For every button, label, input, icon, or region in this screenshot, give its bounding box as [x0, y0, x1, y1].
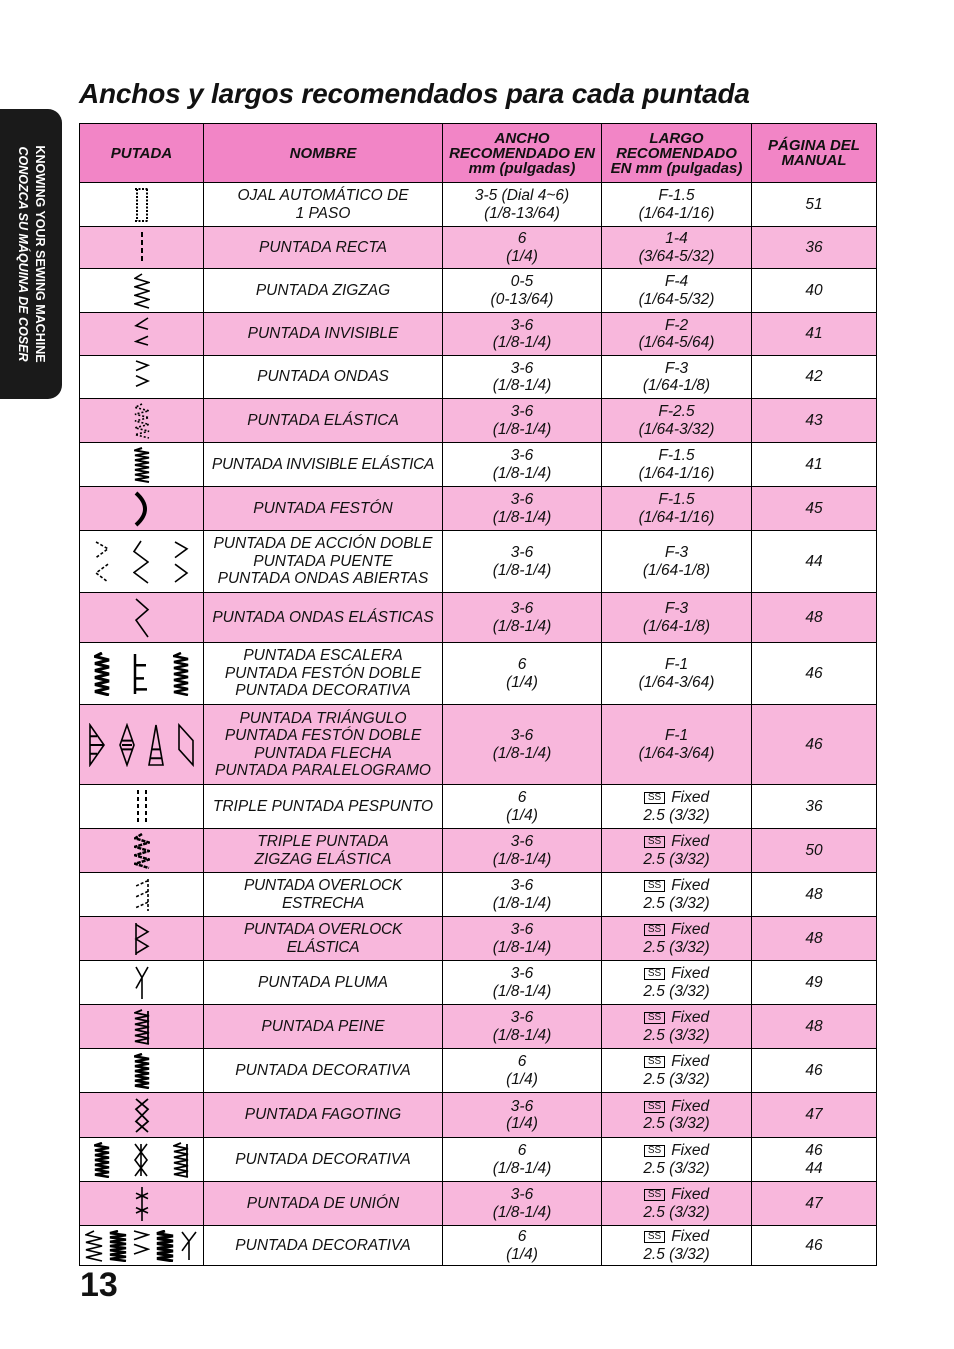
length-value: F-2 (1/64-5/64) — [638, 316, 715, 351]
table-row — [80, 1138, 877, 1182]
stitch-pattern-cell — [80, 399, 204, 443]
length-value: Fixed 2.5 (3/32) — [643, 1097, 710, 1132]
straight-stitch-icon — [134, 231, 150, 265]
stitch-name: PUNTADA DE UNIÓN — [204, 1182, 443, 1226]
recommended-width: 6 (1/4) — [443, 1226, 602, 1266]
stitch-pattern-cell — [80, 313, 204, 356]
length-value: F-3 (1/64-1/8) — [642, 544, 711, 579]
bridge-stitch-icon — [133, 540, 149, 584]
stitch-name: PUNTADA DE ACCIÓN DOBLE PUNTADA PUENTE PUNTADA ONDAS ABIERTAS — [204, 531, 443, 593]
table-row — [80, 1182, 877, 1226]
ss-badge: SS — [644, 1145, 665, 1157]
recommended-length — [602, 313, 752, 356]
manual-page: 41 — [752, 313, 877, 356]
header-length: LARGO RECOMENDADO EN mm (pulgadas) — [602, 124, 752, 183]
header-name: NOMBRE — [204, 124, 443, 183]
stitch-name: PUNTADA DECORATIVA — [204, 1226, 443, 1266]
manual-page: 50 — [752, 829, 877, 873]
recommended-length — [602, 399, 752, 443]
recommended-length — [602, 443, 752, 487]
fagoting-stitch-icon — [134, 1097, 150, 1134]
ladder-stitch-icon — [94, 652, 110, 696]
recommended-length — [602, 183, 752, 227]
ss-badge: SS — [644, 1189, 665, 1201]
table-row — [80, 1226, 877, 1266]
length-value: Fixed 2.5 (3/32) — [643, 1009, 710, 1044]
table-row — [80, 643, 877, 705]
stitch-name: PUNTADA ONDAS — [204, 356, 443, 399]
header-page: PÁGINA DEL MANUAL — [752, 124, 877, 183]
arrow-stitch-icon — [147, 723, 165, 767]
table-row — [80, 1005, 877, 1049]
recommended-width: 0-5 (0-13/64) — [443, 269, 602, 313]
recommended-length — [602, 705, 752, 785]
stitch-name: PUNTADA ZIGZAG — [204, 269, 443, 313]
ss-badge: SS — [644, 1231, 665, 1243]
cross-stitch-icon — [133, 1142, 149, 1178]
recommended-length — [602, 1226, 752, 1266]
length-value: F-1 (1/64-3/64) — [638, 727, 715, 762]
table-row — [80, 183, 877, 227]
stitch-pattern-cell — [80, 356, 204, 399]
table-row — [80, 785, 877, 829]
header-stitch: PUTADA — [80, 124, 204, 183]
stitch-pattern-cell — [80, 1049, 204, 1093]
recommended-width: 3-6 (1/8-1/4) — [443, 1005, 602, 1049]
stitch-pattern-cell — [80, 961, 204, 1005]
length-value: Fixed 2.5 (3/32) — [643, 789, 710, 824]
chapter-side-tab — [0, 109, 62, 399]
manual-page: 51 — [752, 183, 877, 227]
manual-page: 48 — [752, 1005, 877, 1049]
stitch-pattern-cell — [80, 227, 204, 269]
recommended-width: 3-6 (1/8-1/4) — [443, 531, 602, 593]
page-title: Anchos y largos recomendados para cada puntada — [79, 78, 750, 109]
recommended-length — [602, 356, 752, 399]
stitch-pattern-cell — [80, 269, 204, 313]
recommended-length — [602, 643, 752, 705]
comb-stitch-icon — [134, 1009, 150, 1045]
table-row — [80, 593, 877, 643]
table-row — [80, 313, 877, 356]
stitch-name: PUNTADA PEINE — [204, 1005, 443, 1049]
length-value: 1-4 (3/64-5/32) — [638, 230, 715, 265]
recommended-width: 3-6 (1/8-1/4) — [443, 487, 602, 531]
stitch-name: TRIPLE PUNTADA ZIGZAG ELÁSTICA — [204, 829, 443, 873]
ss-badge: SS — [644, 924, 665, 936]
recommended-length — [602, 1138, 752, 1182]
stitch-pattern-cell — [80, 785, 204, 829]
stitch-pattern-cell — [80, 705, 204, 785]
manual-page: 46 — [752, 643, 877, 705]
recommended-width: 3-6 (1/8-1/4) — [443, 961, 602, 1005]
open-shell-icon — [173, 540, 189, 584]
manual-page: 36 — [752, 785, 877, 829]
blind-hem-stitch-icon — [134, 317, 150, 352]
stitch-settings-table — [79, 123, 877, 1266]
stitch-pattern-cell — [80, 1093, 204, 1138]
ss-badge: SS — [644, 968, 665, 980]
diamond-stitch-icon — [118, 723, 136, 767]
recommended-width: 6 (1/8-1/4) — [443, 1138, 602, 1182]
side-tab-spanish: CONOZCA SU MÁQUINA DE COSER — [16, 146, 30, 362]
length-value: Fixed 2.5 (3/32) — [643, 877, 710, 912]
table-row — [80, 269, 877, 313]
stitch-pattern-cell — [80, 873, 204, 917]
table-row — [80, 531, 877, 593]
length-value: Fixed 2.5 (3/32) — [643, 1053, 710, 1088]
length-value: Fixed 2.5 (3/32) — [643, 1228, 710, 1263]
recommended-length — [602, 227, 752, 269]
recommended-length — [602, 961, 752, 1005]
stitch-name: PUNTADA OVERLOCK ESTRECHA — [204, 873, 443, 917]
feather-stitch-icon — [180, 1230, 198, 1262]
manual-page: 44 — [752, 531, 877, 593]
length-value: F-1.5 (1/64-1/16) — [638, 447, 715, 482]
recommended-length — [602, 1049, 752, 1093]
stitch-name: PUNTADA DECORATIVA — [204, 1049, 443, 1093]
table-row — [80, 705, 877, 785]
buttonhole-icon — [134, 187, 150, 223]
table-row — [80, 356, 877, 399]
page-number: 13 — [80, 1266, 118, 1304]
stitch-pattern-cell — [80, 487, 204, 531]
header-width: ANCHO RECOMENDADO EN mm (pulgadas) — [443, 124, 602, 183]
stitch-name: PUNTADA DECORATIVA — [204, 1138, 443, 1182]
shell-stitch-icon — [132, 1230, 150, 1262]
narrow-overlock-icon — [134, 877, 150, 913]
recommended-width: 6 (1/4) — [443, 1049, 602, 1093]
recommended-width: 3-6 (1/8-1/4) — [443, 829, 602, 873]
recommended-length — [602, 873, 752, 917]
ladder-stitch-icon — [156, 1230, 174, 1262]
length-value: F-3 (1/64-1/8) — [642, 359, 711, 394]
length-value: F-1.5 (1/64-1/16) — [638, 187, 715, 222]
recommended-length — [602, 269, 752, 313]
recommended-width: 3-6 (1/8-1/4) — [443, 873, 602, 917]
stitch-pattern-cell — [80, 1182, 204, 1226]
triangle-stitch-icon — [88, 723, 106, 767]
stitch-pattern-cell — [80, 1138, 204, 1182]
recommended-length — [602, 487, 752, 531]
scallop-stitch-icon — [134, 491, 150, 527]
stitch-pattern-cell — [80, 531, 204, 593]
manual-page: 36 — [752, 227, 877, 269]
recommended-length — [602, 531, 752, 593]
decorative-stitch-icon — [109, 1230, 127, 1262]
stitch-pattern-cell — [80, 829, 204, 873]
double-action-icon — [94, 540, 110, 584]
ss-badge: SS — [644, 1056, 665, 1068]
length-value: F-4 (1/64-5/32) — [638, 273, 715, 308]
length-value: Fixed 2.5 (3/32) — [643, 833, 710, 868]
recommended-length — [602, 785, 752, 829]
decorative-stitch-icon — [94, 1142, 110, 1178]
stitch-name: PUNTADA PLUMA — [204, 961, 443, 1005]
manual-page: 43 — [752, 399, 877, 443]
manual-page: 46 — [752, 705, 877, 785]
feather-stitch-icon — [134, 965, 150, 1001]
shell-stitch-icon — [134, 360, 150, 395]
stitch-name: PUNTADA ELÁSTICA — [204, 399, 443, 443]
zigzag-stitch-icon — [134, 273, 150, 309]
manual-page: 49 — [752, 961, 877, 1005]
triple-straight-icon — [134, 789, 150, 825]
recommended-width: 3-6 (1/8-1/4) — [443, 356, 602, 399]
recommended-width: 3-6 (1/4) — [443, 1093, 602, 1138]
recommended-width: 3-6 (1/8-1/4) — [443, 705, 602, 785]
stitch-pattern-cell — [80, 183, 204, 227]
recommended-width: 6 (1/4) — [443, 785, 602, 829]
manual-page: 40 — [752, 269, 877, 313]
table-row — [80, 829, 877, 873]
stitch-name: PUNTADA INVISIBLE — [204, 313, 443, 356]
recommended-width: 3-5 (Dial 4~6) (1/8-13/64) — [443, 183, 602, 227]
table-row — [80, 961, 877, 1005]
recommended-length — [602, 1093, 752, 1138]
manual-page: 46 — [752, 1226, 877, 1266]
table-row — [80, 917, 877, 961]
recommended-width: 6 (1/4) — [443, 227, 602, 269]
recommended-width: 3-6 (1/8-1/4) — [443, 1182, 602, 1226]
recommended-width: 3-6 (1/8-1/4) — [443, 313, 602, 356]
table-row — [80, 399, 877, 443]
length-value: Fixed 2.5 (3/32) — [643, 1142, 710, 1177]
ss-badge: SS — [644, 792, 665, 804]
elastic-blind-hem-icon — [134, 447, 150, 483]
recommended-width: 3-6 (1/8-1/4) — [443, 399, 602, 443]
elastic-overlock-icon — [134, 921, 150, 957]
recommended-width: 3-6 (1/8-1/4) — [443, 917, 602, 961]
manual-page: 41 — [752, 443, 877, 487]
recommended-length — [602, 917, 752, 961]
recommended-length — [602, 1005, 752, 1049]
stitch-pattern-cell — [80, 443, 204, 487]
elastic-shell-icon — [134, 597, 150, 639]
ss-badge: SS — [644, 1012, 665, 1024]
stitch-name: PUNTADA TRIÁNGULO PUNTADA FESTÓN DOBLE PUNTADA FLECHA PUNTADA PARALELOGRAMO — [204, 705, 443, 785]
stitch-name: PUNTADA INVISIBLE ELÁSTICA — [204, 443, 443, 487]
manual-page: 48 — [752, 917, 877, 961]
table-row — [80, 1049, 877, 1093]
stitch-name: TRIPLE PUNTADA PESPUNTO — [204, 785, 443, 829]
manual-page: 47 — [752, 1182, 877, 1226]
stitch-pattern-cell — [80, 917, 204, 961]
recommended-width: 3-6 (1/8-1/4) — [443, 593, 602, 643]
recommended-length — [602, 1182, 752, 1226]
length-value: Fixed 2.5 (3/32) — [643, 1186, 710, 1221]
table-row — [80, 487, 877, 531]
table-row — [80, 443, 877, 487]
triple-zigzag-icon — [134, 833, 150, 869]
ss-badge: SS — [644, 836, 665, 848]
stitch-pattern-cell — [80, 1226, 204, 1266]
stitch-name: OJAL AUTOMÁTICO DE 1 PASO — [204, 183, 443, 227]
ss-badge: SS — [644, 880, 665, 892]
length-value: F-1 (1/64-3/64) — [638, 656, 715, 691]
parallelogram-stitch-icon — [177, 723, 195, 767]
length-value: Fixed 2.5 (3/32) — [643, 921, 710, 956]
stitch-name: PUNTADA FAGOTING — [204, 1093, 443, 1138]
stitch-name: PUNTADA OVERLOCK ELÁSTICA — [204, 917, 443, 961]
manual-page: 48 — [752, 873, 877, 917]
recommended-length — [602, 829, 752, 873]
length-value: Fixed 2.5 (3/32) — [643, 965, 710, 1000]
stitch-name: PUNTADA FESTÓN — [204, 487, 443, 531]
length-value: F-1.5 (1/64-1/16) — [638, 491, 715, 526]
manual-page: 47 — [752, 1093, 877, 1138]
recommended-length — [602, 593, 752, 643]
ss-badge: SS — [644, 1101, 665, 1113]
decorative-stitch-icon — [173, 652, 189, 696]
manual-page: 48 — [752, 593, 877, 643]
table-row — [80, 227, 877, 269]
zigzag-stitch-icon — [85, 1230, 103, 1262]
stitch-name: PUNTADA RECTA — [204, 227, 443, 269]
comb-stitch-icon — [173, 1142, 189, 1178]
stitch-pattern-cell — [80, 593, 204, 643]
elastic-stitch-icon — [134, 403, 150, 439]
recommended-width: 6 (1/4) — [443, 643, 602, 705]
manual-page: 46 — [752, 1049, 877, 1093]
stitch-name: PUNTADA ONDAS ELÁSTICAS — [204, 593, 443, 643]
table-header-row — [80, 124, 877, 183]
manual-page: 42 — [752, 356, 877, 399]
table-row — [80, 873, 877, 917]
decorative-stitch-icon — [134, 1053, 150, 1089]
double-scallop-icon — [133, 652, 149, 696]
table-row — [80, 1093, 877, 1138]
recommended-width: 3-6 (1/8-1/4) — [443, 443, 602, 487]
manual-page: 45 — [752, 487, 877, 531]
length-value: F-3 (1/64-1/8) — [642, 600, 711, 635]
stitch-pattern-cell — [80, 643, 204, 705]
side-tab-english: KNOWING YOUR SEWING MACHINE — [33, 145, 47, 363]
joining-stitch-icon — [134, 1186, 150, 1222]
stitch-pattern-cell — [80, 1005, 204, 1049]
manual-page: 46 44 — [752, 1138, 877, 1182]
length-value: F-2.5 (1/64-3/32) — [638, 403, 715, 438]
stitch-name: PUNTADA ESCALERA PUNTADA FESTÓN DOBLE PUNTADA DECORATIVA — [204, 643, 443, 705]
